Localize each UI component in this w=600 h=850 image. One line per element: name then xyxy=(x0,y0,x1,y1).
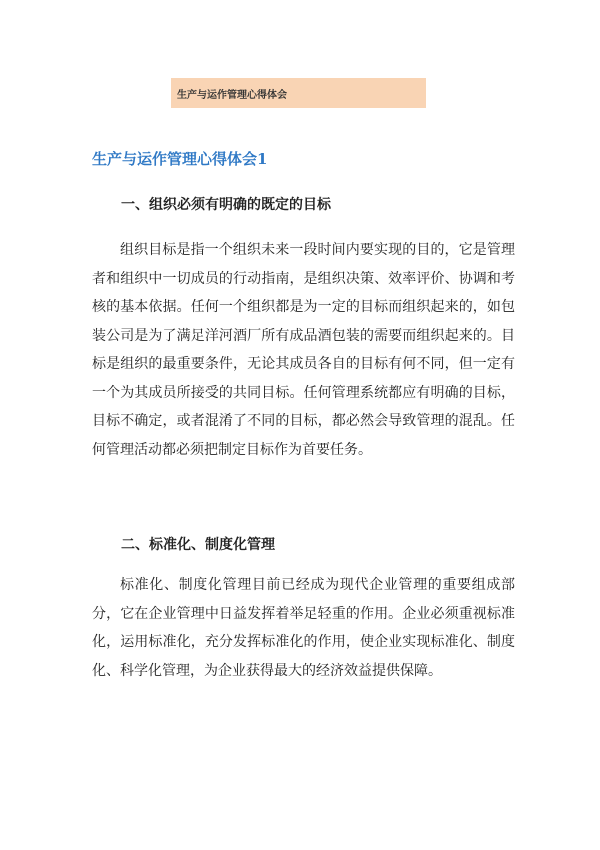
section-paragraph-standardization: 标准化、制度化管理目前已经成为现代企业管理的重要组成部分，它在企业管理中日益发挥着举足轻重的作用。企业必须重视标准化，运用标准化，充分发挥标准化的作用，使企业实现标准化、制度化、科学化管理，为企业获得最大的经济效益提供保障。 xyxy=(92,577,515,679)
section-heading-standardization: 二、标准化、制度化管理 xyxy=(121,537,275,553)
section-heading-goals: 一、组织必须有明确的既定的目标 xyxy=(121,197,331,213)
header-banner-text: 生产与运作管理心得体会 xyxy=(177,89,287,101)
section-paragraph-goals: 组织目标是指一个组织未来一段时间内要实现的目的，它是管理者和组织中一切成员的行动指南，是组织决策、效率评价、协调和考核的基本依据。任何一个组织都是为一定的目标而组织起来的，如包装公司是为了满足洋河酒厂所有成品酒包装的需要而组织起来的。目标是组织的最重要条件，无论其成员各自的目标有何不同，但一定有一个为其成员所接受的共同目标。任何管理系统都应有明确的目标，目标不确定，或者混淆了不同的目标，都必然会导致管理的混乱。任何管理活动都必须把制定目标作为首要任务。 xyxy=(92,242,515,458)
document-title: 生产与运作管理心得体会1 xyxy=(92,150,268,168)
header-banner xyxy=(171,78,426,108)
